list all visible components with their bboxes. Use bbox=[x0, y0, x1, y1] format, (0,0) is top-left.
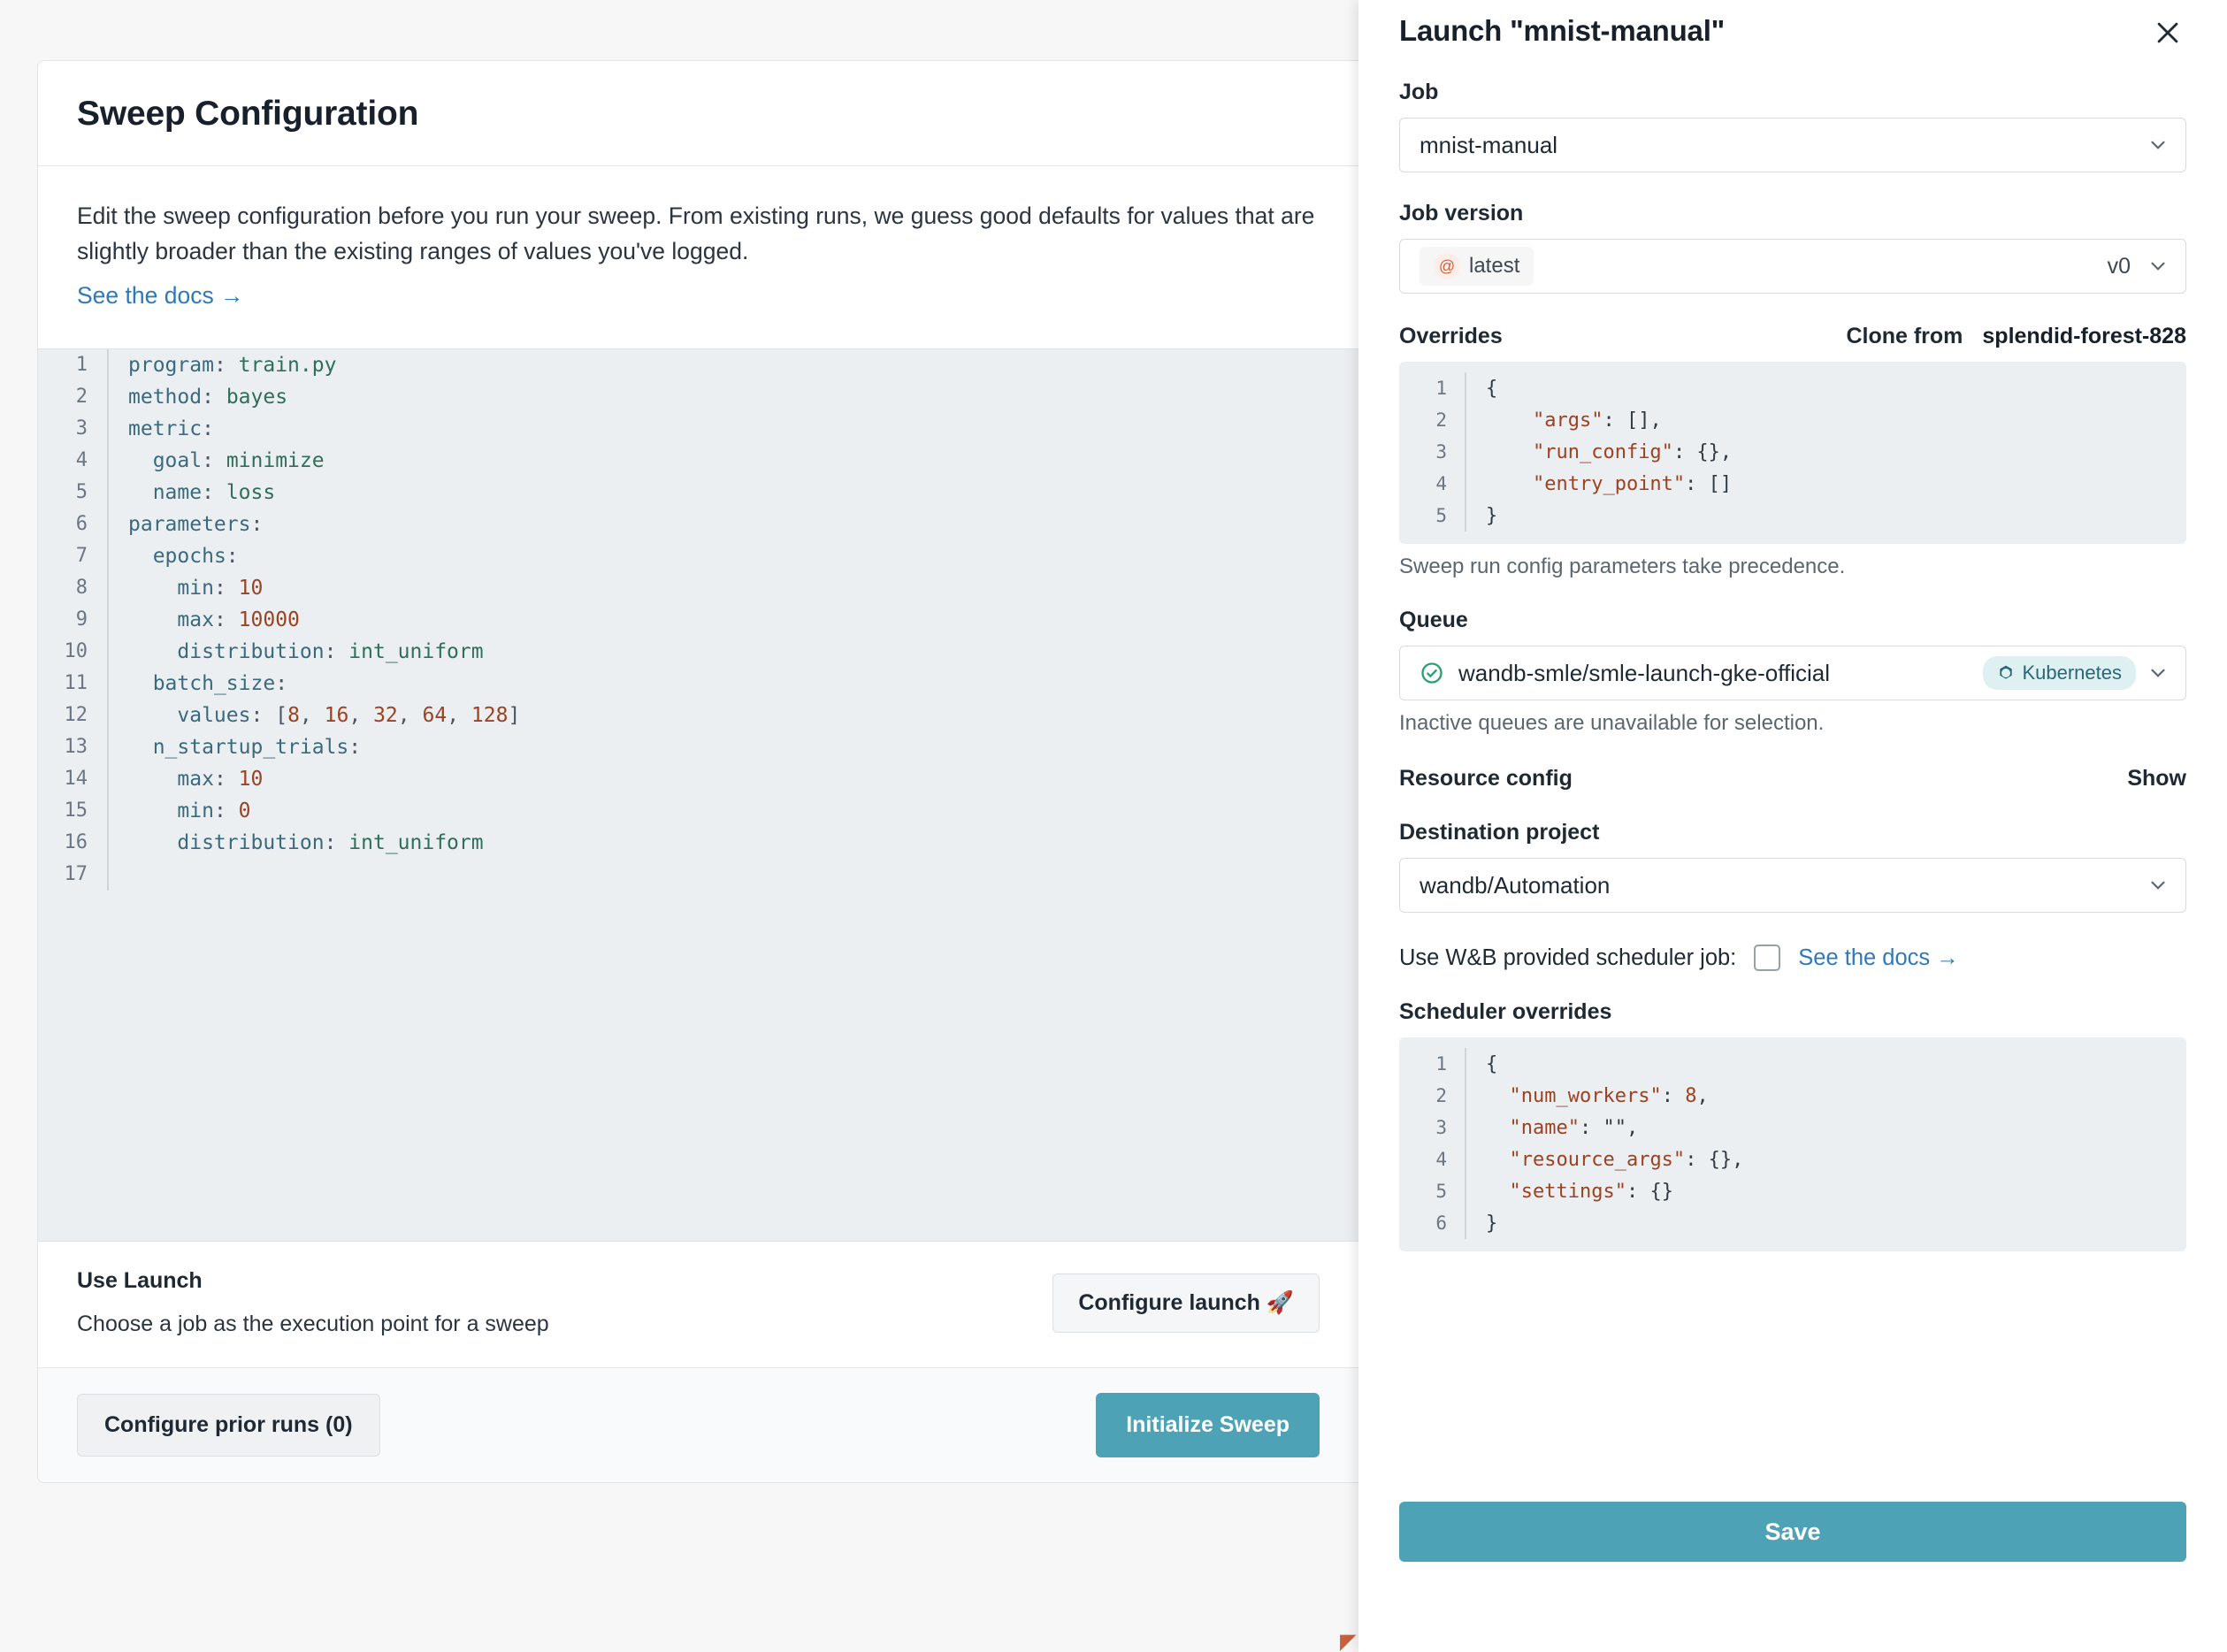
indent-guide bbox=[107, 540, 109, 572]
code-line bbox=[1399, 1048, 2186, 1080]
see-the-docs-link[interactable]: See the docs → bbox=[77, 281, 244, 309]
use-launch-subtitle: Choose a job as the execution point for a sweep bbox=[77, 1311, 549, 1336]
job-version-select[interactable] bbox=[1399, 239, 2186, 294]
queue-select-value: wandb-smle/smle-launch-gke-official bbox=[1458, 659, 1831, 686]
line-number: 1 bbox=[75, 354, 88, 377]
chevron-down-icon bbox=[2147, 874, 2170, 897]
code-text: min: 0 bbox=[177, 799, 251, 822]
line-number: 5 bbox=[75, 481, 88, 504]
description-text: Edit the sweep configuration before you run your sweep. From existing runs, we guess good defaults for values that are slightly broader than the existing ranges of values you've logged. bbox=[77, 203, 1315, 265]
indent-guide bbox=[107, 731, 109, 763]
code-text: parameters: bbox=[128, 512, 264, 536]
launch-drawer bbox=[1358, 0, 2227, 1652]
indent-guide bbox=[107, 795, 109, 827]
line-number: 1 bbox=[1435, 1053, 1447, 1075]
code-text: "name": "", bbox=[1509, 1116, 1639, 1139]
code-text: "resource_args": {}, bbox=[1509, 1148, 1744, 1171]
scheduler-job-label: Use W&B provided scheduler job: bbox=[1399, 945, 1737, 970]
indent-guide bbox=[107, 859, 109, 891]
drawer-title: Launch "mnist-manual" bbox=[1399, 14, 1726, 47]
line-number: 4 bbox=[1435, 473, 1447, 494]
line-number: 3 bbox=[1435, 1117, 1447, 1138]
line-number: 6 bbox=[1435, 1212, 1447, 1234]
code-line bbox=[38, 636, 1358, 668]
code-line bbox=[38, 477, 1358, 509]
code-line bbox=[1399, 404, 2186, 436]
line-number: 15 bbox=[64, 799, 88, 822]
code-line bbox=[38, 509, 1358, 540]
card-body bbox=[38, 166, 1358, 325]
indent-guide bbox=[107, 413, 109, 445]
line-number: 3 bbox=[1435, 441, 1447, 463]
code-line bbox=[38, 700, 1358, 731]
indent-guide bbox=[107, 349, 109, 381]
line-number: 14 bbox=[64, 768, 88, 791]
code-line bbox=[38, 668, 1358, 700]
indent-guide bbox=[1465, 1143, 1466, 1175]
indent-guide bbox=[107, 604, 109, 636]
indent-guide bbox=[1465, 468, 1466, 500]
indent-guide bbox=[1465, 372, 1466, 404]
code-line bbox=[38, 604, 1358, 636]
indent-guide bbox=[107, 636, 109, 668]
queue-type-chip bbox=[1983, 656, 2136, 690]
code-line bbox=[1399, 1112, 2186, 1143]
destination-project-label: Destination project bbox=[1399, 820, 1600, 845]
use-launch-title: Use Launch bbox=[77, 1267, 203, 1293]
card-header bbox=[38, 61, 1358, 166]
code-text: values: [8, 16, 32, 64, 128] bbox=[177, 703, 521, 727]
code-text: "entry_point": [] bbox=[1532, 472, 1733, 495]
code-line bbox=[38, 827, 1358, 859]
initialize-sweep-button[interactable]: Initialize Sweep bbox=[1096, 1393, 1320, 1457]
chevron-down-icon bbox=[2147, 134, 2170, 157]
indent-guide bbox=[107, 668, 109, 700]
indent-guide bbox=[1465, 1175, 1466, 1207]
chevron-down-icon bbox=[2147, 662, 2170, 685]
code-text: max: 10000 bbox=[177, 608, 300, 631]
drawer-header bbox=[1399, 0, 2186, 51]
code-text: distribution: int_uniform bbox=[177, 639, 484, 663]
indent-guide bbox=[107, 445, 109, 477]
code-line bbox=[38, 859, 1358, 891]
code-text: method: bayes bbox=[128, 385, 288, 409]
line-number: 9 bbox=[75, 608, 88, 631]
queue-label: Queue bbox=[1399, 608, 1468, 632]
indent-guide bbox=[107, 381, 109, 413]
code-line bbox=[38, 381, 1358, 413]
destination-project-select[interactable] bbox=[1399, 858, 2186, 913]
code-line bbox=[1399, 372, 2186, 404]
indent-guide bbox=[1465, 1080, 1466, 1112]
at-icon: @ bbox=[1434, 253, 1460, 279]
code-line bbox=[38, 763, 1358, 795]
close-icon[interactable] bbox=[2149, 14, 2186, 51]
indent-guide bbox=[1465, 436, 1466, 468]
resource-config-show-toggle[interactable]: Show bbox=[2127, 766, 2186, 791]
line-number: 12 bbox=[64, 704, 88, 727]
code-text: "run_config": {}, bbox=[1532, 440, 1733, 463]
clone-from-value[interactable]: splendid-forest-828 bbox=[1982, 324, 2186, 348]
code-line bbox=[38, 795, 1358, 827]
indent-guide bbox=[1465, 1048, 1466, 1080]
page-title: Sweep Configuration bbox=[77, 95, 419, 133]
line-number: 5 bbox=[1435, 1181, 1447, 1202]
queue-type-label: Kubernetes bbox=[2022, 662, 2122, 684]
job-version-alias: latest bbox=[1469, 254, 1520, 278]
code-text: batch_size: bbox=[152, 671, 288, 695]
code-text: min: 10 bbox=[177, 576, 264, 600]
sweep-config-yaml-editor[interactable] bbox=[38, 348, 1358, 1242]
line-number: 2 bbox=[75, 386, 88, 409]
code-line bbox=[38, 413, 1358, 445]
indent-guide bbox=[107, 572, 109, 604]
configure-launch-button[interactable]: Configure launch 🚀 bbox=[1052, 1273, 1320, 1333]
line-number: 13 bbox=[64, 736, 88, 759]
overrides-header-row bbox=[1399, 324, 2186, 349]
indent-guide bbox=[107, 827, 109, 859]
clone-from-group bbox=[1846, 324, 2186, 349]
clone-from-label: Clone from bbox=[1846, 324, 1963, 348]
line-number: 16 bbox=[64, 831, 88, 854]
code-text: n_startup_trials: bbox=[152, 735, 362, 759]
code-text: metric: bbox=[128, 417, 214, 440]
code-line bbox=[38, 349, 1358, 381]
line-number: 5 bbox=[1435, 505, 1447, 526]
code-text: } bbox=[1486, 504, 1498, 527]
check-circle-icon bbox=[1420, 661, 1444, 685]
code-text: } bbox=[1486, 1212, 1498, 1235]
line-number: 8 bbox=[75, 577, 88, 600]
code-text: { bbox=[1486, 377, 1498, 400]
resource-config-label: Resource config bbox=[1399, 766, 1573, 791]
scheduler-overrides-label: Scheduler overrides bbox=[1399, 999, 1612, 1024]
queue-select[interactable] bbox=[1399, 646, 2186, 700]
line-number: 1 bbox=[1435, 378, 1447, 399]
code-line bbox=[1399, 436, 2186, 468]
job-version-alias-chip bbox=[1420, 247, 1534, 286]
job-select[interactable] bbox=[1399, 118, 2186, 172]
job-label: Job bbox=[1399, 80, 1439, 104]
chevron-down-icon bbox=[2147, 255, 2170, 278]
indent-guide bbox=[107, 763, 109, 795]
code-line bbox=[38, 540, 1358, 572]
job-version-label: Job version bbox=[1399, 201, 1524, 226]
scheduler-overrides-json-editor[interactable] bbox=[1399, 1037, 2186, 1251]
kubernetes-icon bbox=[1997, 664, 2015, 682]
line-number: 10 bbox=[64, 640, 88, 663]
line-number: 17 bbox=[64, 863, 88, 886]
code-text: goal: minimize bbox=[152, 448, 325, 472]
scheduler-job-row bbox=[1399, 945, 2186, 971]
code-text: "args": [], bbox=[1532, 409, 1662, 432]
indent-guide bbox=[1465, 404, 1466, 436]
overrides-label: Overrides bbox=[1399, 324, 1503, 348]
destination-project-value: wandb/Automation bbox=[1420, 871, 1611, 899]
code-line bbox=[1399, 1143, 2186, 1175]
code-text: max: 10 bbox=[177, 767, 264, 791]
overrides-hint: Sweep run config parameters take precedence. bbox=[1399, 554, 1846, 578]
save-button[interactable]: Save bbox=[1399, 1502, 2186, 1562]
code-text: { bbox=[1486, 1052, 1498, 1075]
code-line bbox=[1399, 1080, 2186, 1112]
code-line bbox=[1399, 468, 2186, 500]
resource-config-row bbox=[1399, 766, 2186, 792]
line-number: 2 bbox=[1435, 409, 1447, 431]
indent-guide bbox=[1465, 1207, 1466, 1239]
job-select-value: mnist-manual bbox=[1420, 131, 1558, 158]
scheduler-docs-link[interactable]: See the docs → bbox=[1798, 945, 1959, 970]
line-number: 6 bbox=[75, 513, 88, 536]
code-line bbox=[1399, 1207, 2186, 1239]
line-number: 2 bbox=[1435, 1085, 1447, 1106]
scheduler-job-checkbox[interactable] bbox=[1754, 945, 1780, 971]
code-text: "settings": {} bbox=[1509, 1180, 1673, 1203]
line-number: 4 bbox=[75, 449, 88, 472]
code-line bbox=[38, 445, 1358, 477]
code-line bbox=[38, 572, 1358, 604]
resize-corner-icon: ◤ bbox=[1340, 1630, 1357, 1652]
sweep-configuration-card bbox=[37, 60, 1358, 1483]
code-text: "num_workers": 8, bbox=[1509, 1084, 1709, 1107]
line-number: 7 bbox=[75, 545, 88, 568]
indent-guide bbox=[107, 477, 109, 509]
indent-guide bbox=[1465, 500, 1466, 532]
code-line bbox=[38, 731, 1358, 763]
line-number: 11 bbox=[64, 672, 88, 695]
line-number: 3 bbox=[75, 417, 88, 440]
line-number: 4 bbox=[1435, 1149, 1447, 1170]
indent-guide bbox=[107, 509, 109, 540]
code-text: name: loss bbox=[152, 480, 276, 504]
indent-guide bbox=[1465, 1112, 1466, 1143]
configure-prior-runs-button[interactable]: Configure prior runs (0) bbox=[77, 1394, 380, 1457]
job-version-number: v0 bbox=[2107, 253, 2131, 279]
queue-hint: Inactive queues are unavailable for selection. bbox=[1399, 711, 1825, 735]
card-footer bbox=[38, 1368, 1358, 1482]
code-text: distribution: int_uniform bbox=[177, 830, 484, 854]
use-launch-section bbox=[38, 1242, 1358, 1368]
overrides-json-editor[interactable] bbox=[1399, 362, 2186, 544]
code-line bbox=[1399, 500, 2186, 532]
code-line bbox=[1399, 1175, 2186, 1207]
code-text: epochs: bbox=[152, 544, 239, 568]
code-text: program: train.py bbox=[128, 353, 337, 377]
indent-guide bbox=[107, 700, 109, 731]
